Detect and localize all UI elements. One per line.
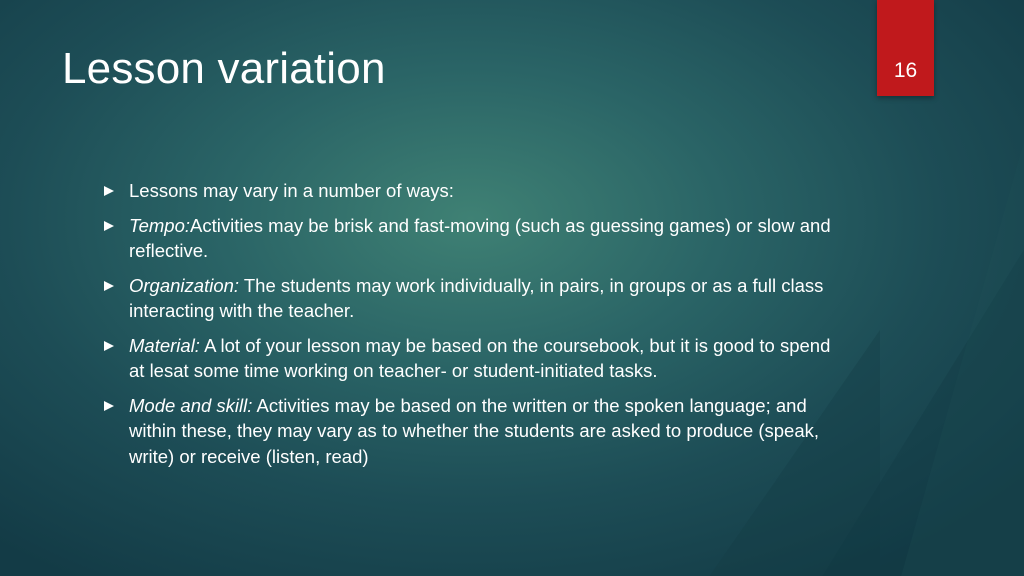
bullet-item [104,333,844,384]
bullet-arrow-icon [104,341,114,351]
bullet-arrow-icon [104,281,114,291]
bullet-item [104,273,844,324]
bullet-lead: Organization: [129,274,240,296]
bullet-list [104,178,844,478]
bullet-text: Lessons may vary in a number of ways: [129,180,454,201]
bullet-arrow-icon [104,186,114,196]
bullet-text: Activities may be brisk and fast-moving (such as guessing games) or slow and reflective. [129,214,831,261]
page-number-badge [877,0,934,96]
bullet-text: Activities may be based on the written or the spoken language; and within these, they may vary as to whether the students are asked to produce (speak, write) or receive (listen, read) [129,394,820,467]
bullet-item [104,393,844,470]
background-shard [820,240,1024,576]
bullet-arrow-icon [104,401,114,411]
background-shard [900,120,1024,576]
bullet-text: A lot of your lesson may be based on the coursebook, but it is good to spend at lesat some time working on teacher- or student-initiated tasks. [129,334,831,381]
bullet-item [104,213,844,264]
bullet-lead: Material: [129,334,200,356]
bullet-item [104,178,844,204]
slide-title: Lesson variation [62,44,386,93]
page-number: 16 [893,59,918,82]
bullet-arrow-icon [104,221,114,231]
bullet-text: The students may work individually, in pairs, in groups or as a full class interacting with the teacher. [129,274,824,321]
bullet-lead: Tempo: [129,214,191,236]
bullet-lead: Mode and skill: [129,394,253,416]
